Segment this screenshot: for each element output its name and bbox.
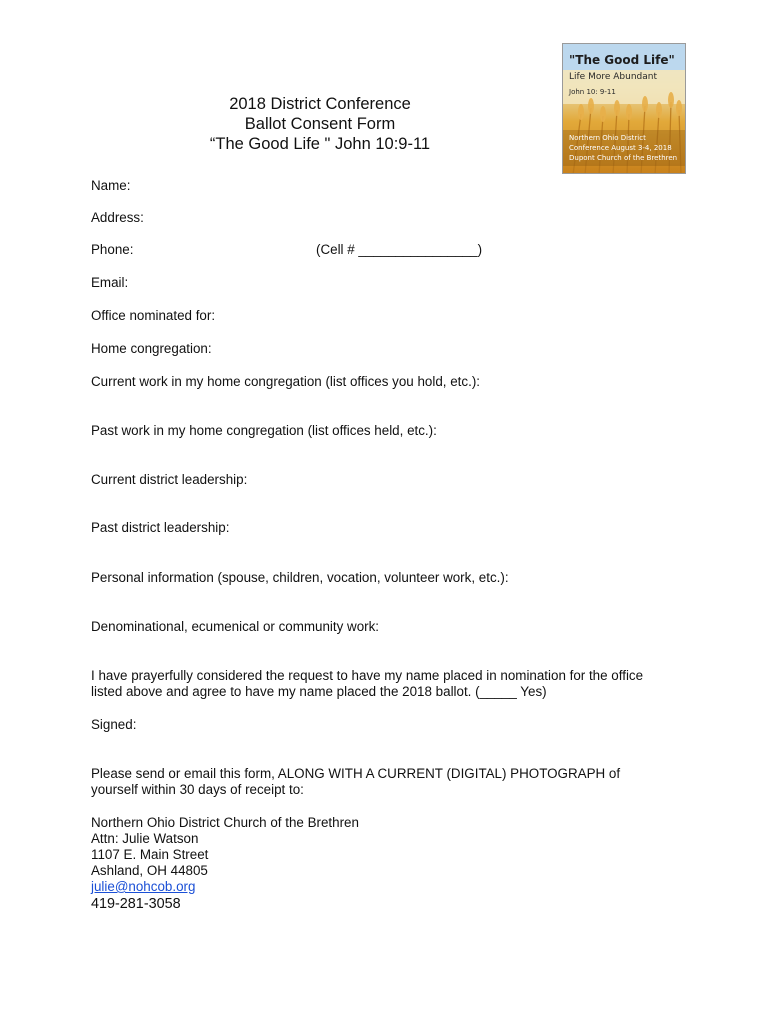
phone-field-label: Phone:	[91, 242, 134, 257]
office-field-label: Office nominated for:	[91, 308, 216, 323]
address-phone: 419-281-3058	[91, 896, 181, 912]
title-line-3: “The Good Life " John 10:9-11	[209, 135, 431, 153]
email-link[interactable]: julie@nohcob.org	[91, 879, 196, 894]
instructions-line-1: Please send or email this form, ALONG WITH A CURRENT (DIGITAL) PHOTOGRAPH of	[91, 766, 621, 781]
address-attn: Attn: Julie Watson	[91, 831, 199, 846]
logo-verse: John 10: 9-11	[569, 88, 616, 96]
good-life-logo	[562, 43, 686, 174]
logo-title: "The Good Life"	[569, 53, 675, 67]
address-org: Northern Ohio District Church of the Brethren	[91, 815, 359, 830]
title-line-2: Ballot Consent Form	[244, 115, 396, 133]
address-city: Ashland, OH 44805	[91, 863, 208, 878]
title-line-1: 2018 District Conference	[229, 95, 411, 113]
current-district-label: Current district leadership:	[91, 472, 248, 487]
current-work-label: Current work in my home congregation (list offices you hold, etc.):	[91, 374, 480, 389]
home-congregation-label: Home congregation:	[91, 341, 212, 356]
logo-subtitle: Life More Abundant	[569, 72, 657, 82]
address-field-label: Address:	[91, 210, 144, 225]
logo-line-1: Northern Ohio District	[569, 134, 646, 142]
instructions-line-2: yourself within 30 days of receipt to:	[91, 782, 304, 797]
logo-line-3: Dupont Church of the Brethren	[569, 154, 678, 162]
denominational-label: Denominational, ecumenical or community work:	[91, 619, 380, 634]
cell-field-label: (Cell # ________________)	[316, 242, 483, 257]
address-street: 1107 E. Main Street	[91, 847, 209, 862]
personal-info-label: Personal information (spouse, children, vocation, volunteer work, etc.):	[91, 570, 509, 585]
past-district-label: Past district leadership:	[91, 520, 230, 535]
email-field-label: Email:	[91, 275, 129, 290]
form-title	[200, 94, 440, 154]
name-field-label: Name:	[91, 178, 131, 193]
consent-line-1: I have prayerfully considered the request to have my name placed in nomination for the office	[91, 668, 644, 683]
logo-line-2: Conference August 3-4, 2018	[569, 144, 672, 152]
signed-label: Signed:	[91, 717, 137, 732]
instructions	[91, 766, 620, 798]
consent-line-2: listed above and agree to have my name placed the 2018 ballot. (_____ Yes)	[91, 684, 547, 699]
past-work-label: Past work in my home congregation (list offices held, etc.):	[91, 423, 437, 438]
consent-statement	[91, 668, 643, 700]
mailing-address	[91, 815, 359, 913]
